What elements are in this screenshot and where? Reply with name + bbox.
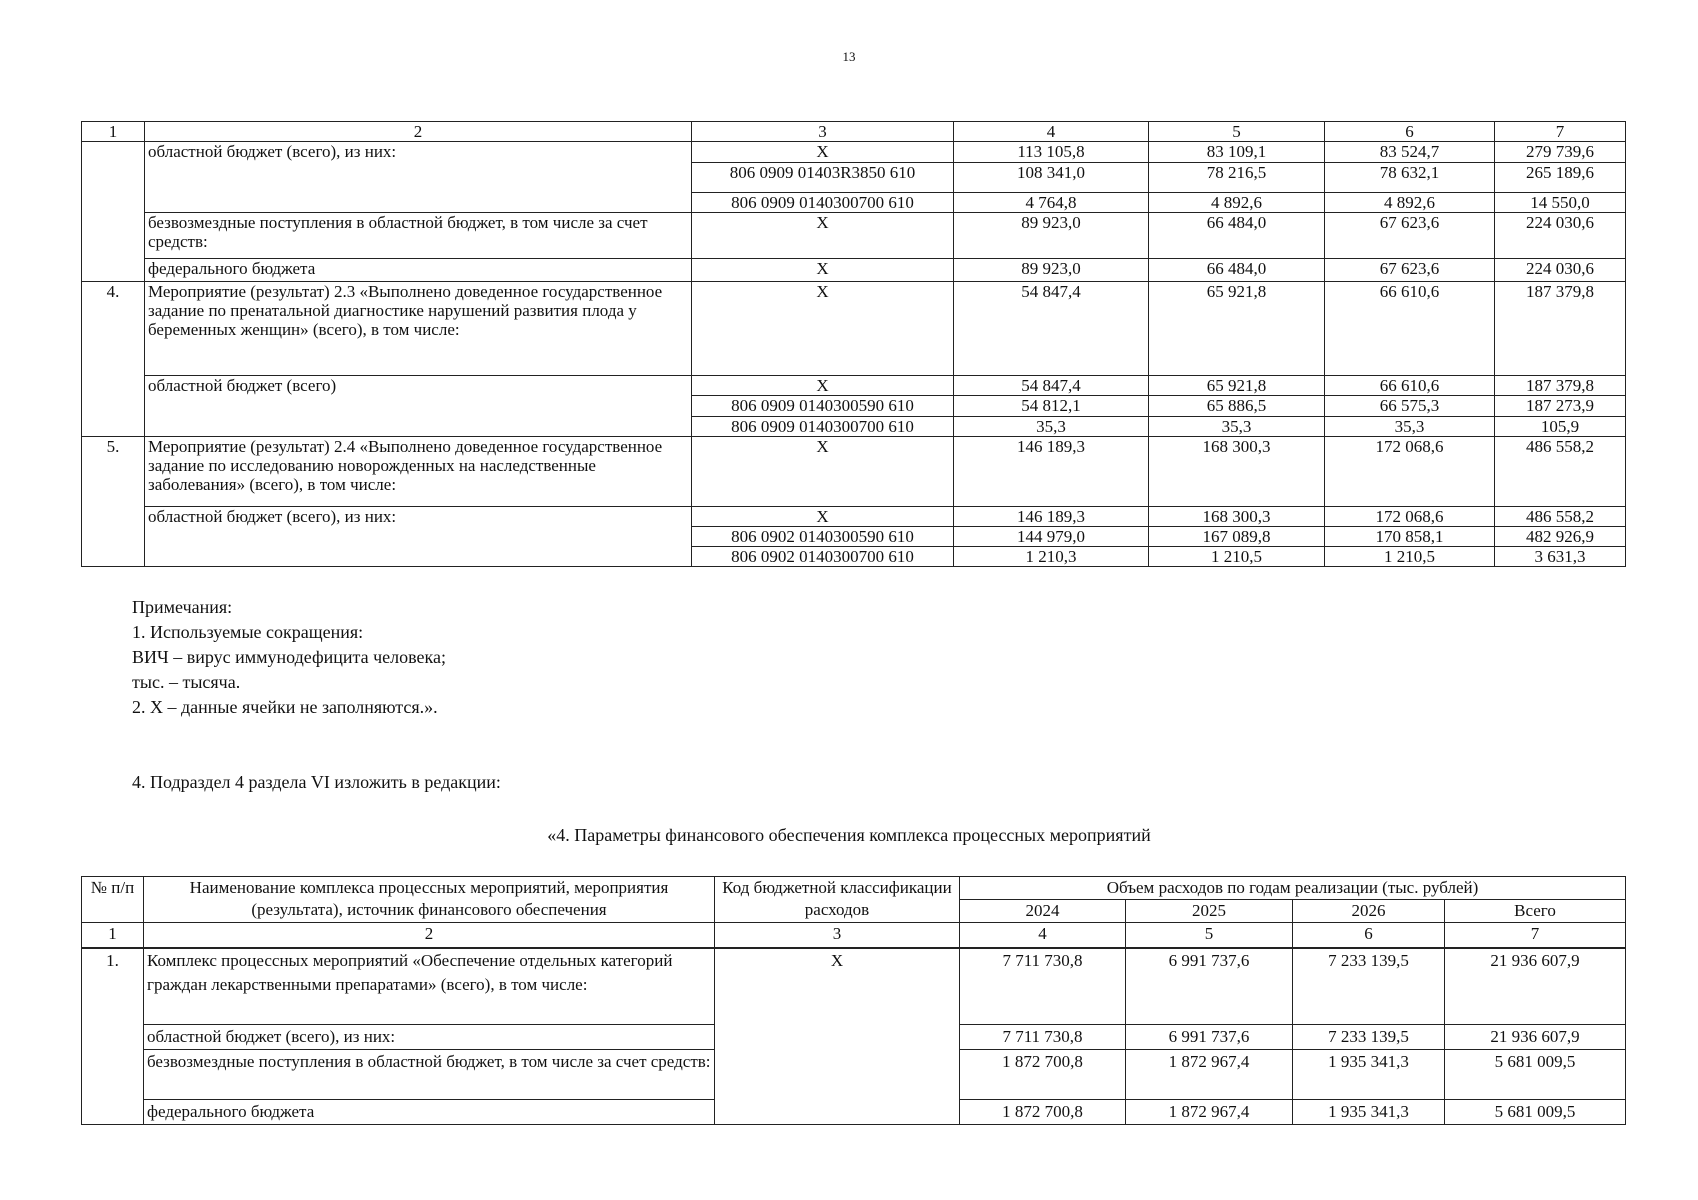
- value-2024: 89 923,0: [954, 213, 1149, 259]
- row-name-cell: Комплекс процессных мероприятий «Обеспечение отдельных категорий граждан лекарственными препаратами» (всего), в том числе:: [144, 948, 715, 1025]
- column-number-row: [82, 923, 1626, 948]
- code-cell: 806 0902 0140300700 610: [692, 547, 954, 567]
- value-2026: 170 858,1: [1325, 527, 1495, 547]
- value-total: 5 681 009,5: [1445, 1100, 1626, 1125]
- table-row: [82, 437, 1626, 507]
- code-cell: Х: [692, 142, 954, 163]
- header-year-2025: 2025: [1126, 900, 1293, 923]
- value-2024: 7 711 730,8: [960, 948, 1126, 1025]
- value-total: 224 030,6: [1495, 259, 1626, 282]
- col-number: 4: [954, 122, 1149, 142]
- value-total: 486 558,2: [1495, 437, 1626, 507]
- code-cell: Х: [692, 507, 954, 527]
- value-2025: 1 210,5: [1149, 547, 1325, 567]
- value-2026: 67 623,6: [1325, 259, 1495, 282]
- header-name-cell: Наименование комплекса процессных мероприятий, мероприятия (результата), источник финансового обеспечения: [144, 877, 715, 923]
- value-2025: 1 872 967,4: [1126, 1100, 1293, 1125]
- col-number: 6: [1325, 122, 1495, 142]
- value-total: 3 631,3: [1495, 547, 1626, 567]
- col-number: 5: [1126, 923, 1293, 948]
- value-total: 187 379,8: [1495, 376, 1626, 396]
- table-row: [82, 948, 1626, 1025]
- finance-table-continued: [81, 121, 1626, 567]
- value-2026: 4 892,6: [1325, 193, 1495, 213]
- header-total: Всего: [1445, 900, 1626, 923]
- value-total: 482 926,9: [1495, 527, 1626, 547]
- value-2025: 66 484,0: [1149, 213, 1325, 259]
- row-name-cell: федерального бюджета: [145, 259, 692, 282]
- value-2025: 65 886,5: [1149, 396, 1325, 417]
- value-2024: 35,3: [954, 417, 1149, 437]
- row-name-cell: федерального бюджета: [144, 1100, 715, 1125]
- notes-line: тыс. – тысяча.: [132, 672, 241, 692]
- code-cell: Х: [692, 213, 954, 259]
- value-2025: 35,3: [1149, 417, 1325, 437]
- code-cell: 806 0909 0140300700 610: [692, 193, 954, 213]
- section-title: «4. Параметры финансового обеспечения комплекса процессных мероприятий: [547, 825, 1151, 845]
- value-2024: 1 872 700,8: [960, 1100, 1126, 1125]
- code-cell: Х: [692, 282, 954, 376]
- value-total: 265 189,6: [1495, 163, 1626, 193]
- value-2024: 89 923,0: [954, 259, 1149, 282]
- value-2025: 66 484,0: [1149, 259, 1325, 282]
- value-2026: 66 610,6: [1325, 282, 1495, 376]
- amendment-paragraph: 4. Подраздел 4 раздела VI изложить в редакции:: [132, 772, 501, 792]
- value-2026: 172 068,6: [1325, 507, 1495, 527]
- code-cell: 806 0902 0140300590 610: [692, 527, 954, 547]
- value-2026: 83 524,7: [1325, 142, 1495, 163]
- code-cell: Х: [692, 437, 954, 507]
- value-2024: 54 812,1: [954, 396, 1149, 417]
- value-2024: 108 341,0: [954, 163, 1149, 193]
- notes-line: 2. Х – данные ячейки не заполняются.».: [132, 697, 438, 717]
- col-number: 7: [1495, 122, 1626, 142]
- row-name-cell: безвозмездные поступления в областной бюджет, в том числе за счет средств:: [145, 213, 692, 259]
- row-name-cell: областной бюджет (всего): [145, 376, 692, 437]
- notes-line: ВИЧ – вирус иммунодефицита человека;: [132, 647, 446, 667]
- code-cell: 806 0909 0140300700 610: [692, 417, 954, 437]
- header-volume-cell: Объем расходов по годам реализации (тыс. рублей): [960, 877, 1626, 900]
- col-number: 4: [960, 923, 1126, 948]
- row-name-cell: Мероприятие (результат) 2.4 «Выполнено доведенное государственное задание по исследованию новорожденных на наследственные заболевания» (всего), в том числе:: [145, 437, 692, 507]
- value-2026: 78 632,1: [1325, 163, 1495, 193]
- page-number: 13: [842, 49, 856, 64]
- col-number: 1: [82, 122, 145, 142]
- value-2025: 168 300,3: [1149, 507, 1325, 527]
- code-cell: Х: [692, 259, 954, 282]
- col-number: 2: [145, 122, 692, 142]
- row-number-cell: 4.: [82, 282, 145, 437]
- value-2024: 54 847,4: [954, 282, 1149, 376]
- row-number-cell: 5.: [82, 437, 145, 567]
- value-2024: 113 105,8: [954, 142, 1149, 163]
- table-row: [82, 259, 1626, 282]
- value-2026: 7 233 139,5: [1293, 948, 1445, 1025]
- value-2024: 146 189,3: [954, 507, 1149, 527]
- value-2024: 144 979,0: [954, 527, 1149, 547]
- value-2026: 1 210,5: [1325, 547, 1495, 567]
- notes-heading: Примечания:: [132, 597, 233, 617]
- value-2026: 35,3: [1325, 417, 1495, 437]
- code-cell: 806 0909 01403R3850 610: [692, 163, 954, 193]
- row-name-cell: областной бюджет (всего), из них:: [145, 142, 692, 213]
- notes-block: [132, 595, 446, 720]
- col-number: 3: [715, 923, 960, 948]
- col-number: 3: [692, 122, 954, 142]
- value-2026: 66 610,6: [1325, 376, 1495, 396]
- header-code-cell: Код бюджетной классификации расходов: [715, 877, 960, 923]
- row-name-cell: Мероприятие (результат) 2.3 «Выполнено доведенное государственное задание по пренатальной диагностике нарушений развития плода у беременных женщин» (всего), в том числе:: [145, 282, 692, 376]
- table-row: [82, 142, 1626, 163]
- code-cell: 806 0909 0140300590 610: [692, 396, 954, 417]
- row-name-cell: областной бюджет (всего), из них:: [145, 507, 692, 567]
- value-total: 105,9: [1495, 417, 1626, 437]
- row-number-cell: 1.: [82, 948, 144, 1125]
- value-2026: 67 623,6: [1325, 213, 1495, 259]
- value-2024: 1 872 700,8: [960, 1050, 1126, 1100]
- finance-parameters-table: [81, 876, 1626, 1125]
- value-2025: 6 991 737,6: [1126, 948, 1293, 1025]
- value-2026: 1 935 341,3: [1293, 1050, 1445, 1100]
- value-2024: 7 711 730,8: [960, 1025, 1126, 1050]
- value-2024: 146 189,3: [954, 437, 1149, 507]
- value-2025: 65 921,8: [1149, 376, 1325, 396]
- row-number-cell: [82, 142, 145, 282]
- value-2026: 66 575,3: [1325, 396, 1495, 417]
- row-name-cell: безвозмездные поступления в областной бюджет, в том числе за счет средств:: [144, 1050, 715, 1100]
- value-2025: 167 089,8: [1149, 527, 1325, 547]
- code-cell: Х: [715, 948, 960, 1125]
- value-2025: 4 892,6: [1149, 193, 1325, 213]
- col-number: 1: [82, 923, 144, 948]
- value-total: 21 936 607,9: [1445, 1025, 1626, 1050]
- value-2026: 1 935 341,3: [1293, 1100, 1445, 1125]
- value-total: 224 030,6: [1495, 213, 1626, 259]
- value-2025: 1 872 967,4: [1126, 1050, 1293, 1100]
- value-2025: 168 300,3: [1149, 437, 1325, 507]
- col-number: 6: [1293, 923, 1445, 948]
- value-total: 187 379,8: [1495, 282, 1626, 376]
- value-2025: 6 991 737,6: [1126, 1025, 1293, 1050]
- column-number-row: [82, 122, 1626, 142]
- value-total: 5 681 009,5: [1445, 1050, 1626, 1100]
- table-row: [82, 213, 1626, 259]
- col-number: 7: [1445, 923, 1626, 948]
- col-number: 5: [1149, 122, 1325, 142]
- value-2024: 4 764,8: [954, 193, 1149, 213]
- header-row: [82, 877, 1626, 900]
- value-2026: 172 068,6: [1325, 437, 1495, 507]
- value-total: 21 936 607,9: [1445, 948, 1626, 1025]
- value-2025: 83 109,1: [1149, 142, 1325, 163]
- col-number: 2: [144, 923, 715, 948]
- header-number-cell: № п/п: [82, 877, 144, 923]
- value-2025: 65 921,8: [1149, 282, 1325, 376]
- table-row: [82, 282, 1626, 376]
- row-name-cell: областной бюджет (всего), из них:: [144, 1025, 715, 1050]
- value-2026: 7 233 139,5: [1293, 1025, 1445, 1050]
- code-cell: Х: [692, 376, 954, 396]
- table-row: [82, 507, 1626, 527]
- value-total: 486 558,2: [1495, 507, 1626, 527]
- notes-line: 1. Используемые сокращения:: [132, 622, 364, 642]
- header-year-2024: 2024: [960, 900, 1126, 923]
- table-row: [82, 376, 1626, 396]
- value-total: 279 739,6: [1495, 142, 1626, 163]
- value-total: 14 550,0: [1495, 193, 1626, 213]
- value-2024: 1 210,3: [954, 547, 1149, 567]
- value-2025: 78 216,5: [1149, 163, 1325, 193]
- header-year-2026: 2026: [1293, 900, 1445, 923]
- value-total: 187 273,9: [1495, 396, 1626, 417]
- value-2024: 54 847,4: [954, 376, 1149, 396]
